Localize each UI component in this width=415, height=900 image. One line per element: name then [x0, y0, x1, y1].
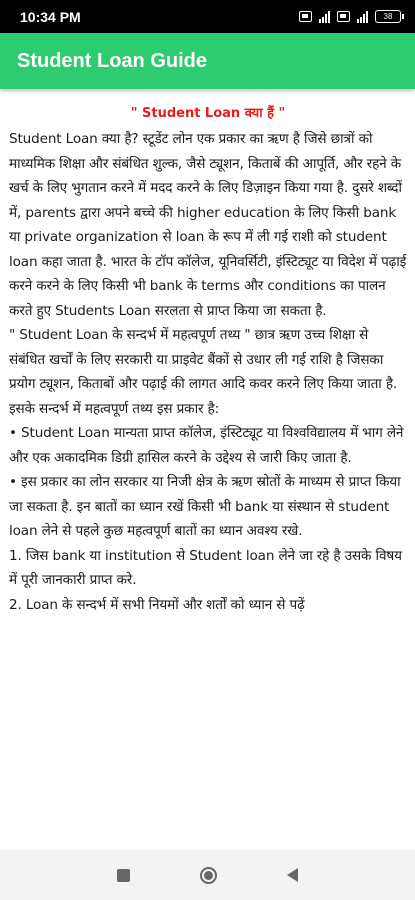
article-heading: " Student Loan क्या हैं ": [130, 106, 286, 121]
home-icon[interactable]: [200, 867, 217, 884]
article-content[interactable]: [0, 89, 415, 850]
signal-icon: [319, 11, 330, 23]
battery-level: 38: [383, 12, 393, 21]
article-list-item: 1. जिस bank या institution से Student loan लेने जा रहे है उसके विषय में पूरी जानकारी प्राप्त करे.: [9, 547, 402, 588]
article-bullet: • इस प्रकार का लोन सरकार या निजी क्षेत्र के ऋण स्रोतों के माध्यम से प्राप्त किया जा सकता है. इन बातों का ध्यान रखें किसी भी bank या संस्थान से student loan लेने से पहले कुछ महत्वपूर्ण बातों का ध्यान अवश्य रखे.: [9, 474, 401, 539]
recent-apps-icon[interactable]: [117, 869, 130, 882]
article-bullet: • Student Loan मान्यता प्राप्त कॉलेज, इंस्टिट्यूट या विश्वविद्यालय में भाग लेने और एक अकादमिक डिग्री हासिल करने के उद्देश्य से जारी किए जाता है.: [9, 425, 404, 466]
sim-card-icon: [337, 11, 350, 22]
status-bar: [0, 0, 415, 33]
back-icon[interactable]: [287, 868, 298, 882]
sim-card-icon: [299, 11, 312, 22]
article-paragraph: Student Loan क्या है? स्टूडेंट लोन एक प्रकार का ऋण है जिसे छात्रों को माध्यमिक शिक्षा और संबंधित शुल्क, जैसे ट्यूशन, किताबें की आपूर्ति, और रहने के खर्च के लिए भुगतान करने में मदद करने के लिए डिज़ाइन किया गया है. दुसरे शब्दों में, parents द्वारा अपने बच्चे की higher education के लिए किसी bank या private organization से loan के रूप में ली गई राशी को student loan कहा जाता है. भारत के टॉप कॉलेज, यूनिवर्सिटी, इंस्टिट्यूट या विदेश में पढ़ाई करने करने के लिए किसी भी bank के terms और conditions का पालन करते हुए Students Loan सरलता से प्राप्त किया जा सकता है.: [9, 131, 407, 319]
signal-icon: [357, 11, 368, 23]
status-icons: [299, 10, 401, 23]
app-bar: [0, 33, 415, 89]
app-title: Student Loan Guide: [17, 49, 207, 72]
status-time: 10:34 PM: [20, 8, 81, 25]
battery-icon: [375, 10, 401, 23]
navigation-bar: [0, 850, 415, 900]
article-list-item: 2. Loan के सन्दर्भ में सभी नियमों और शर्तों को ध्यान से पढ़ें: [9, 596, 305, 613]
article-paragraph: " Student Loan के सन्दर्भ में महत्वपूर्ण तथ्य " छात्र ऋण उच्च शिक्षा से संबंधित खर्चों के लिए सरकारी या प्राइवेट बैंकों से उधार ली गई राशि है जिसका प्रयोग ट्यूशन, किताबों और पढ़ाई की लागत आदि कवर करने लिए किया जाता है. इसके सन्दर्भ में महत्वपूर्ण तथ्य इस प्रकार है:: [9, 327, 398, 417]
